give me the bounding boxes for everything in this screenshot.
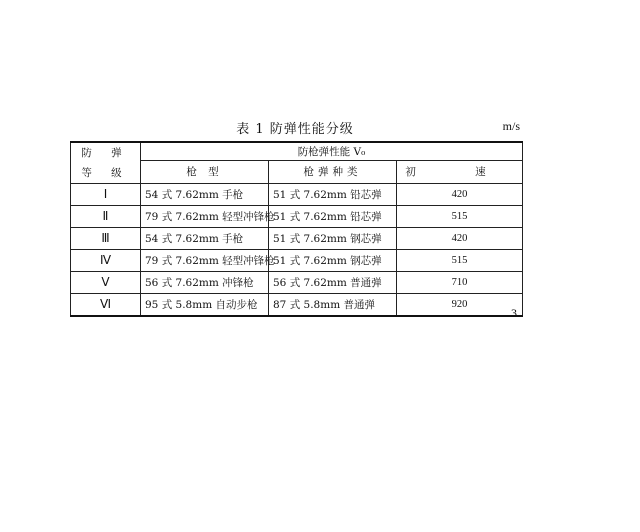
cell-gun: 79 式 7.62mm 轻型冲锋枪 [141, 250, 269, 272]
cell-level: Ⅱ [71, 206, 141, 228]
cell-level: Ⅴ [71, 272, 141, 294]
cell-level: Ⅰ [71, 184, 141, 206]
cell-speed: 710 [397, 272, 523, 294]
cell-speed: 515 [397, 206, 523, 228]
header-level-line2: 等 级 [81, 167, 130, 179]
header-ammo-type: 枪弹种类 [269, 160, 397, 183]
ballistic-level-table [70, 141, 523, 317]
cell-gun: 56 式 7.62mm 冲锋枪 [141, 272, 269, 294]
header-level-line1: 防 弹 [81, 147, 130, 159]
table-title: 表 1 防弹性能分级 [236, 122, 354, 137]
cell-ammo: 51 式 7.62mm 钢芯弹 [269, 228, 397, 250]
cell-ammo: 51 式 7.62mm 铅芯弹 [269, 184, 397, 206]
table-row [71, 228, 523, 250]
table-row [71, 272, 523, 294]
cell-speed: 420 [397, 184, 523, 206]
header-initial-speed: 初 速 [397, 160, 523, 183]
table-row [71, 184, 523, 206]
table-row [71, 294, 523, 317]
header-protection-level [71, 142, 141, 184]
cell-gun: 79 式 7.62mm 轻型冲锋枪 [141, 206, 269, 228]
cell-speed: 920 [397, 294, 523, 317]
header-performance-group: 防枪弹性能 V₀ [141, 142, 523, 160]
cell-ammo: 51 式 7.62mm 铅芯弹 [269, 206, 397, 228]
page-number: 3 [511, 306, 517, 320]
cell-speed: 515 [397, 250, 523, 272]
table-caption [70, 118, 520, 138]
cell-gun: 54 式 7.62mm 手枪 [141, 184, 269, 206]
table-row [71, 250, 523, 272]
table-unit: m/s [502, 119, 520, 133]
cell-ammo: 87 式 5.8mm 普通弹 [269, 294, 397, 317]
cell-speed: 420 [397, 228, 523, 250]
cell-level: Ⅳ [71, 250, 141, 272]
cell-gun: 95 式 5.8mm 自动步枪 [141, 294, 269, 317]
cell-ammo: 56 式 7.62mm 普通弹 [269, 272, 397, 294]
cell-level: Ⅵ [71, 294, 141, 317]
cell-level: Ⅲ [71, 228, 141, 250]
cell-gun: 54 式 7.62mm 手枪 [141, 228, 269, 250]
table-row [71, 206, 523, 228]
cell-ammo: 51 式 7.62mm 钢芯弹 [269, 250, 397, 272]
header-gun-type: 枪 型 [141, 160, 269, 183]
